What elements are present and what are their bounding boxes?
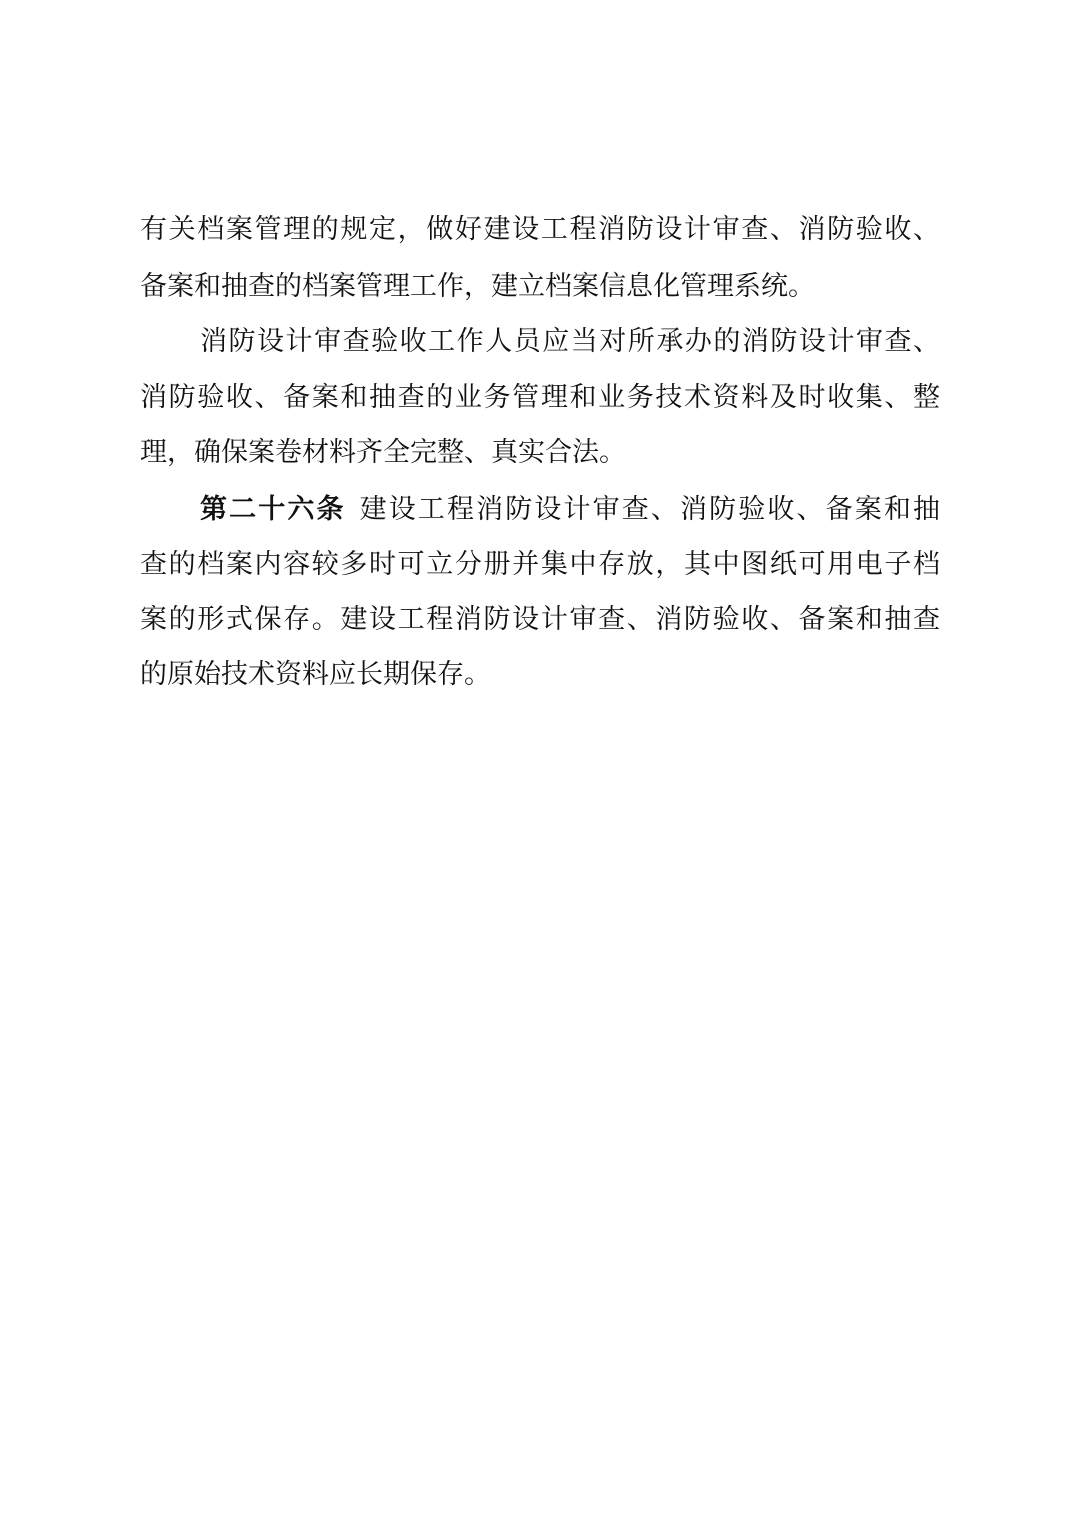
article-heading: 第二十六条 bbox=[200, 494, 346, 525]
article-26-line-3: 案的形式保存。建设工程消防设计审查、消防验收、备案和抽查 bbox=[140, 604, 940, 635]
paragraph-2-line-1: 消防设计审查验收工作人员应当对所承办的消防设计审查、 bbox=[200, 326, 940, 357]
article-26-line-1 bbox=[200, 490, 940, 530]
paragraph-2-line-3: 理，确保案卷材料齐全完整、真实合法。 bbox=[140, 437, 626, 468]
article-26-line-1-text: 建设工程消防设计审查、消防验收、备案和抽 bbox=[359, 494, 940, 525]
paragraph-2-line-2: 消防验收、备案和抽查的业务管理和业务技术资料及时收集、整 bbox=[140, 382, 940, 413]
paragraph-1-line-2: 备案和抽查的档案管理工作，建立档案信息化管理系统。 bbox=[140, 271, 815, 302]
article-26-line-2: 查的档案内容较多时可立分册并集中存放，其中图纸可用电子档 bbox=[140, 549, 940, 580]
article-26-line-4: 的原始技术资料应长期保存。 bbox=[140, 659, 491, 690]
paragraph-1-line-1: 有关档案管理的规定，做好建设工程消防设计审查、消防验收、 bbox=[140, 214, 940, 245]
